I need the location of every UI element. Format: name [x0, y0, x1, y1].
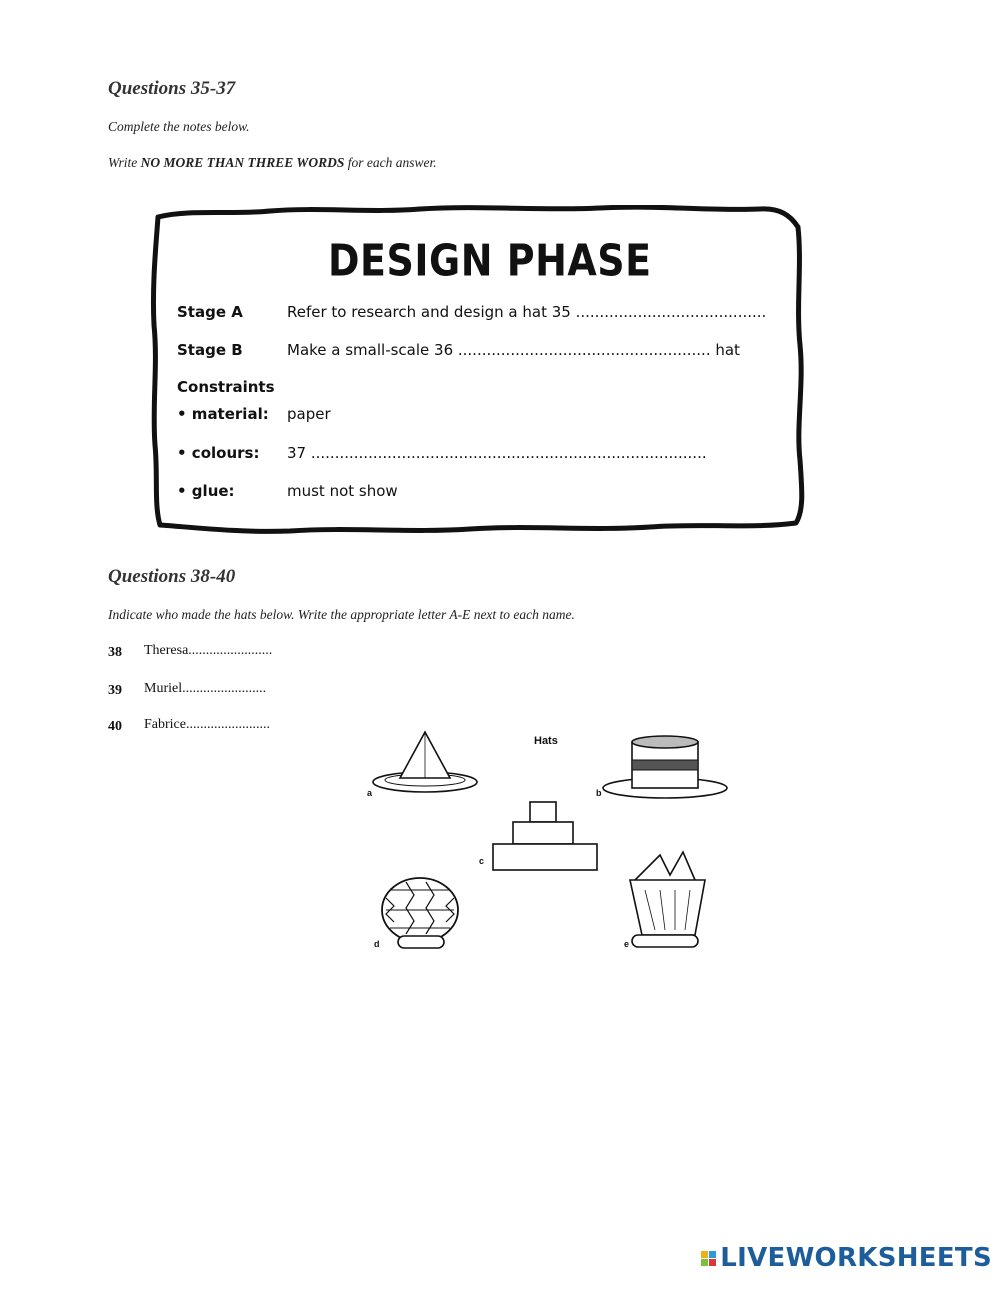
logo-cube: [709, 1259, 716, 1266]
hat-a-letter: a: [367, 788, 373, 798]
logo-cube: [701, 1251, 708, 1258]
stage-b-label: Stage B: [177, 341, 243, 359]
logo-cube: [709, 1251, 716, 1258]
colours-value: 37 ...................................................................................: [287, 444, 707, 462]
glue-value: must not show: [287, 482, 398, 500]
hat-e-letter: e: [624, 939, 630, 949]
question-item: [108, 681, 122, 699]
question-answer-line[interactable]: Theresa........................: [144, 643, 273, 658]
hat-b-letter: b: [596, 788, 602, 798]
stage-a-row: [177, 303, 243, 321]
stage-a-text: Refer to research and design a hat 35 ........................................: [287, 303, 767, 321]
hat-c-letter: c: [479, 856, 485, 866]
question-answer-line[interactable]: Muriel........................: [144, 681, 267, 696]
hat-b-image: [603, 736, 727, 798]
hat-e-image: [630, 852, 705, 947]
logo-text: LIVEWORKSHEETS: [720, 1243, 992, 1273]
design-phase-box: [150, 205, 805, 535]
material-label: • material:: [177, 405, 269, 423]
colours-label: • colours:: [177, 444, 260, 462]
question-answer-line[interactable]: Fabrice........................: [144, 717, 270, 732]
stage-a-label: Stage A: [177, 303, 243, 321]
constraints-label: Constraints: [177, 378, 275, 396]
section2-heading: Questions 38-40: [108, 566, 236, 587]
hat-a-image: [373, 732, 477, 792]
question-number: 38: [108, 645, 122, 660]
question-item: [108, 643, 122, 661]
section1-instruction: Complete the notes below.: [108, 119, 250, 134]
liveworksheets-logo: [701, 1243, 992, 1273]
hat-d-letter: d: [374, 939, 380, 949]
material-value: paper: [287, 405, 331, 423]
logo-cubes-icon: [701, 1251, 716, 1266]
section1-heading: Questions 35-37: [108, 78, 236, 99]
design-phase-title: DESIGN PHASE: [328, 235, 652, 286]
stage-b-text: Make a small-scale 36 ..................................................... hat: [287, 341, 740, 359]
hats-figure: [360, 730, 740, 960]
rule-post-text: for each answer.: [344, 155, 437, 170]
glue-label: • glue:: [177, 482, 235, 500]
hats-figure-title: Hats: [534, 735, 558, 747]
section2-instruction: Indicate who made the hats below. Write the appropriate letter A-E next to each name.: [108, 607, 575, 622]
question-number: 39: [108, 683, 122, 698]
question-item: [108, 717, 122, 735]
rule-pre-text: Write: [108, 155, 141, 170]
section1-answer-rule: [108, 155, 437, 171]
hat-c-image: [493, 802, 597, 870]
hat-d-image: [382, 878, 458, 948]
stage-b-row: [177, 341, 243, 359]
question-number: 40: [108, 719, 122, 734]
logo-cube: [701, 1259, 708, 1266]
rule-bold-text: NO MORE THAN THREE WORDS: [140, 155, 345, 170]
